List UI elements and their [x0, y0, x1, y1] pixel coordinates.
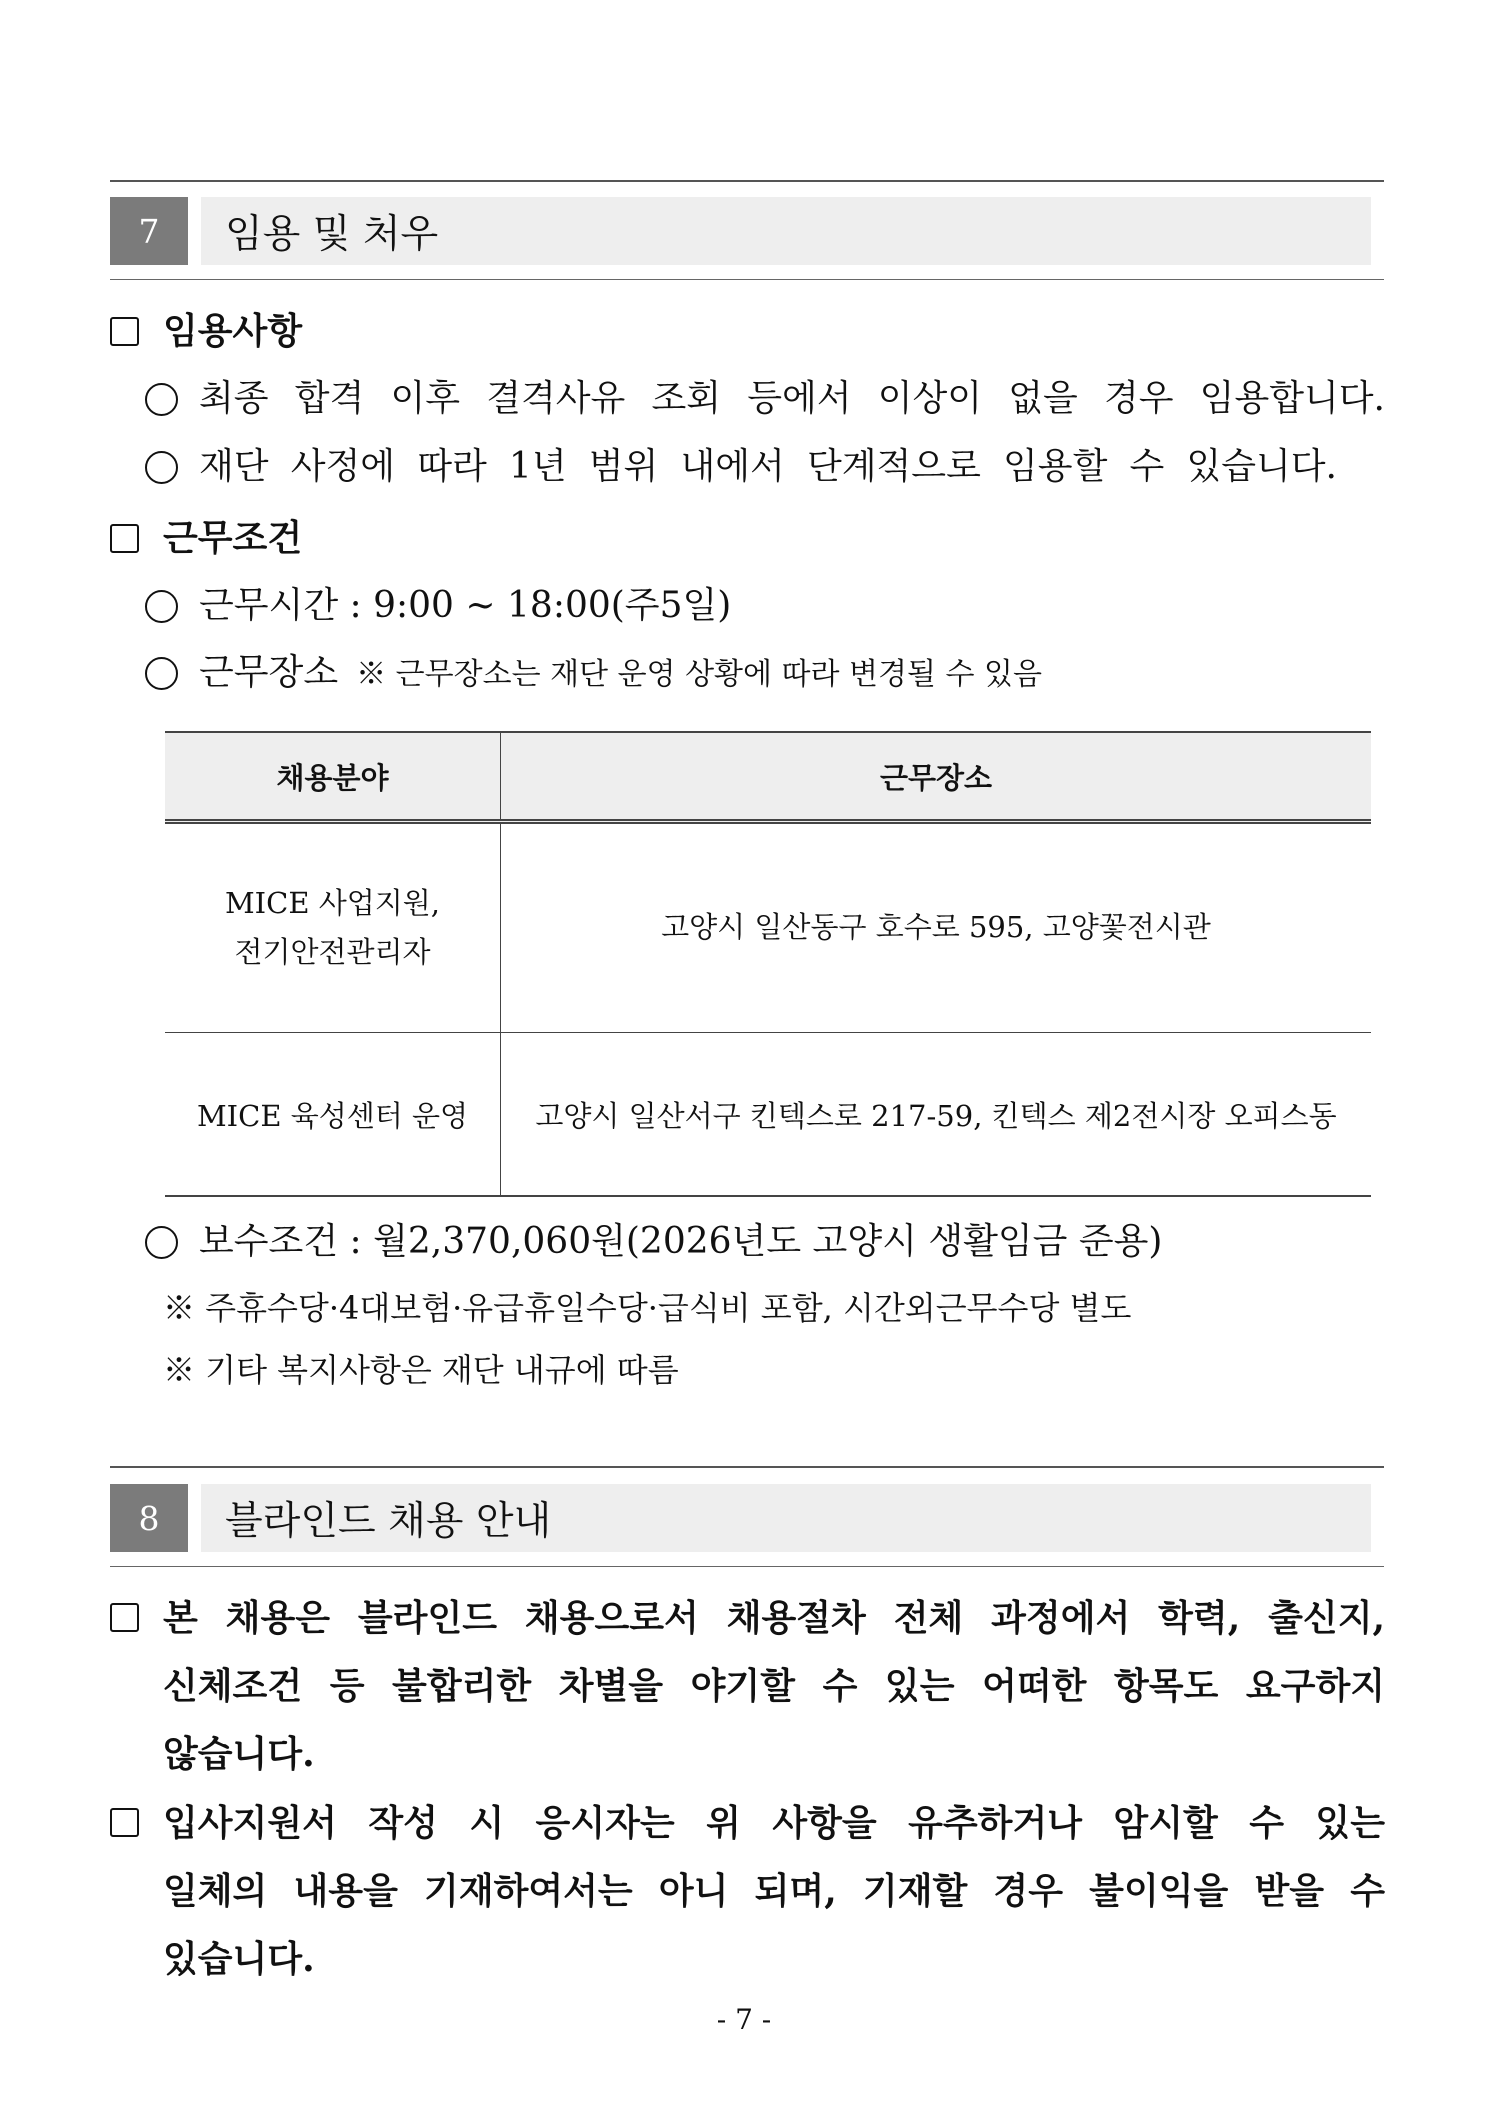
- checkbox-square-icon: [110, 1808, 139, 1837]
- table-row: [165, 1033, 1371, 1197]
- table-cell-field: [165, 822, 501, 1033]
- work-place-row: [199, 652, 1042, 693]
- page-number: - 7 -: [716, 2003, 772, 2036]
- salary-note-2: ※ 기타 복지사항은 재단 내규에 따름: [163, 1351, 679, 1389]
- blind-para2-line3: 있습니다.: [163, 1938, 315, 1980]
- field-line: 전기안전관리자: [234, 935, 431, 969]
- work-place-note: ※ 근무장소는 재단 운영 상황에 따라 변경될 수 있음: [356, 657, 1042, 692]
- checkbox-square-icon: [110, 1603, 139, 1632]
- work-place-label: 근무장소: [199, 652, 339, 693]
- blind-para2-line2: 일체의 내용을 기재하여서는 아니 되며, 기재할 경우 불이익을 받을 수: [163, 1870, 1385, 1912]
- table-header: 채용분야: [165, 732, 501, 822]
- salary-note-1: ※ 주휴수당·4대보험·유급휴일수당·급식비 포함, 시간외근무수당 별도: [163, 1289, 1132, 1327]
- blind-para1-line3: 않습니다.: [163, 1733, 315, 1775]
- salary-condition: 보수조건 : 월2,370,060원(2026년도 고양시 생활임금 준용): [199, 1221, 1163, 1262]
- circle-bullet-icon: [145, 451, 178, 484]
- checkbox-square-icon: [110, 317, 139, 346]
- section8-title: 블라인드 채용 안내: [201, 1484, 1371, 1552]
- table-cell-place: 고양시 일산서구 킨텍스로 217-59, 킨텍스 제2전시장 오피스동: [501, 1033, 1372, 1197]
- section8-number: 8: [110, 1484, 188, 1552]
- blind-para2-line1: 입사지원서 작성 시 응시자는 위 사항을 유추하거나 암시할 수 있는: [163, 1802, 1385, 1844]
- conditions-heading: 근무조건: [163, 517, 303, 559]
- appointment-item-1: 최종 합격 이후 결격사유 조회 등에서 이상이 없을 경우 임용합니다.: [199, 378, 1385, 419]
- field-line: MICE 사업지원,: [224, 885, 440, 920]
- section7-number: 7: [110, 197, 188, 265]
- circle-bullet-icon: [145, 383, 178, 416]
- table-cell-place: 고양시 일산동구 호수로 595, 고양꽃전시관: [501, 822, 1372, 1033]
- section-divider-top: [110, 1466, 1384, 1468]
- table-row: [165, 822, 1371, 1033]
- table-header: 근무장소: [501, 732, 1372, 822]
- table-cell-field: MICE 육성센터 운영: [165, 1033, 501, 1197]
- section-divider-bottom: [110, 279, 1384, 280]
- table-header-row: [165, 732, 1371, 822]
- appointment-heading: 임용사항: [163, 310, 303, 352]
- section-divider-top: [110, 180, 1384, 182]
- checkbox-square-icon: [110, 524, 139, 553]
- work-hours: 근무시간 : 9:00 ~ 18:00(주5일): [199, 585, 732, 626]
- work-place-table: [165, 731, 1371, 1197]
- appointment-item-2: 재단 사정에 따라 1년 범위 내에서 단계적으로 임용할 수 있습니다.: [199, 446, 1337, 487]
- blind-para1-line2: 신체조건 등 불합리한 차별을 야기할 수 있는 어떠한 항목도 요구하지: [163, 1665, 1385, 1707]
- circle-bullet-icon: [145, 657, 178, 690]
- section7-title: 임용 및 처우: [201, 197, 1371, 265]
- circle-bullet-icon: [145, 1226, 178, 1259]
- circle-bullet-icon: [145, 590, 178, 623]
- section-divider-bottom: [110, 1566, 1384, 1567]
- blind-para1-line1: 본 채용은 블라인드 채용으로서 채용절차 전체 과정에서 학력, 출신지,: [163, 1597, 1385, 1639]
